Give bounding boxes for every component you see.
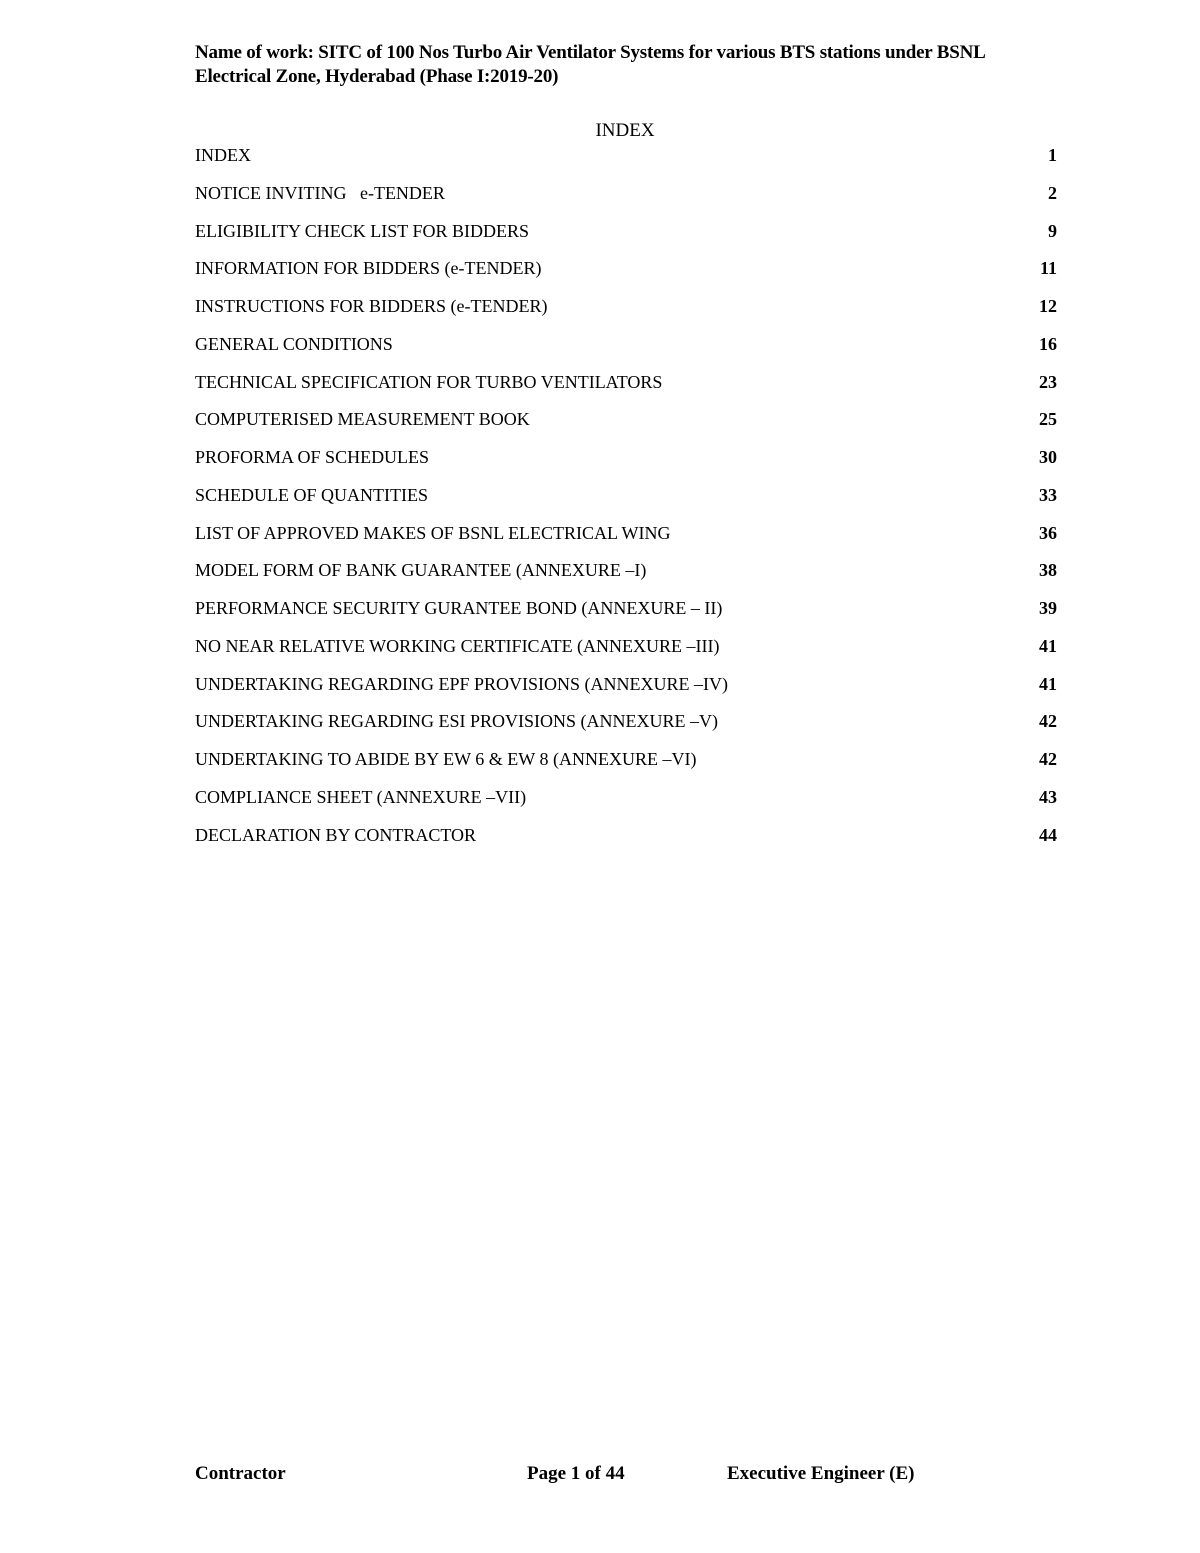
- toc-row: [195, 709, 1057, 747]
- toc-page: 42: [1039, 749, 1057, 769]
- toc-label: PROFORMA OF SCHEDULES: [195, 447, 430, 467]
- toc-row: [195, 445, 1057, 483]
- toc-label: NO NEAR RELATIVE WORKING CERTIFICATE (ANNEXURE –III): [195, 635, 720, 656]
- toc-label: GENERAL CONDITIONS: [195, 333, 393, 354]
- toc-row: [195, 143, 1057, 181]
- toc-page: 12: [1039, 296, 1057, 316]
- toc-row: [195, 596, 1057, 634]
- document-header: [195, 41, 1095, 89]
- toc-page: 11: [1039, 258, 1057, 279]
- toc-row: [195, 785, 1057, 823]
- toc-row: [195, 219, 1057, 257]
- toc-row: [195, 181, 1057, 219]
- toc-row: [195, 634, 1057, 672]
- toc-label: TECHNICAL SPECIFICATION FOR TURBO VENTILATORS: [195, 371, 663, 392]
- toc-label: SCHEDULE OF QUANTITIES: [195, 484, 428, 505]
- toc-page: 44: [1039, 824, 1057, 845]
- footer-engineer-label: Executive Engineer (E): [727, 1463, 915, 1484]
- toc-page: 25: [1039, 409, 1057, 430]
- toc-row: [195, 407, 1057, 445]
- toc-row: [195, 672, 1057, 710]
- toc-label: INFORMATION FOR BIDDERS (e-TENDER): [195, 258, 542, 279]
- toc-label: UNDERTAKING REGARDING ESI PROVISIONS (ANNEXURE –V): [195, 711, 718, 732]
- toc-label: UNDERTAKING REGARDING EPF PROVISIONS (ANNEXURE –IV): [195, 673, 728, 694]
- toc-label: COMPLIANCE SHEET (ANNEXURE –VII): [195, 786, 527, 807]
- toc-label: COMPUTERISED MEASUREMENT BOOK: [195, 409, 530, 430]
- toc-label: DECLARATION BY CONTRACTOR: [195, 824, 477, 845]
- toc-label: ELIGIBILITY CHECK LIST FOR BIDDERS: [195, 220, 529, 241]
- toc-page: 42: [1039, 711, 1057, 732]
- toc-label: UNDERTAKING TO ABIDE BY EW 6 & EW 8 (ANNEXURE –VI): [195, 749, 697, 769]
- toc-page: 41: [1039, 673, 1057, 694]
- toc-label: MODEL FORM OF BANK GUARANTEE (ANNEXURE –I): [195, 560, 647, 581]
- table-of-contents: [195, 143, 1057, 860]
- toc-row: [195, 483, 1057, 521]
- footer-contractor-label: Contractor: [195, 1463, 286, 1484]
- toc-page: 43: [1039, 786, 1057, 807]
- toc-label: INDEX: [195, 145, 251, 165]
- toc-page: 16: [1039, 333, 1057, 354]
- toc-row: [195, 558, 1057, 596]
- toc-row: [195, 747, 1057, 785]
- toc-row: [195, 370, 1057, 408]
- toc-row: [195, 294, 1057, 332]
- toc-page: 2: [1048, 182, 1057, 203]
- footer-page-number: Page 1 of 44: [527, 1463, 625, 1484]
- toc-page: 38: [1039, 560, 1057, 581]
- toc-label: PERFORMANCE SECURITY GURANTEE BOND (ANNEXURE – II): [195, 598, 723, 618]
- index-title: INDEX: [595, 120, 655, 141]
- toc-page: 30: [1039, 447, 1057, 467]
- toc-page: 33: [1039, 484, 1057, 505]
- toc-label: LIST OF APPROVED MAKES OF BSNL ELECTRICAL WING: [195, 522, 671, 543]
- toc-label: NOTICE INVITING e-TENDER: [195, 182, 445, 203]
- toc-page: 23: [1039, 371, 1057, 392]
- toc-page: 41: [1039, 635, 1057, 656]
- toc-page: 36: [1039, 522, 1057, 543]
- header-line-1: Name of work: SITC of 100 Nos Turbo Air Ventilator Systems for various BTS stations under BSNL: [195, 42, 986, 63]
- toc-row: [195, 256, 1057, 294]
- toc-page: 1: [1048, 145, 1057, 165]
- toc-page: 9: [1048, 220, 1057, 241]
- toc-row: [195, 823, 1057, 861]
- toc-row: [195, 521, 1057, 559]
- header-line-2: Electrical Zone, Hyderabad (Phase I:2019-20): [195, 66, 559, 87]
- toc-page: 39: [1039, 598, 1057, 618]
- toc-row: [195, 332, 1057, 370]
- toc-label: INSTRUCTIONS FOR BIDDERS (e-TENDER): [195, 296, 548, 316]
